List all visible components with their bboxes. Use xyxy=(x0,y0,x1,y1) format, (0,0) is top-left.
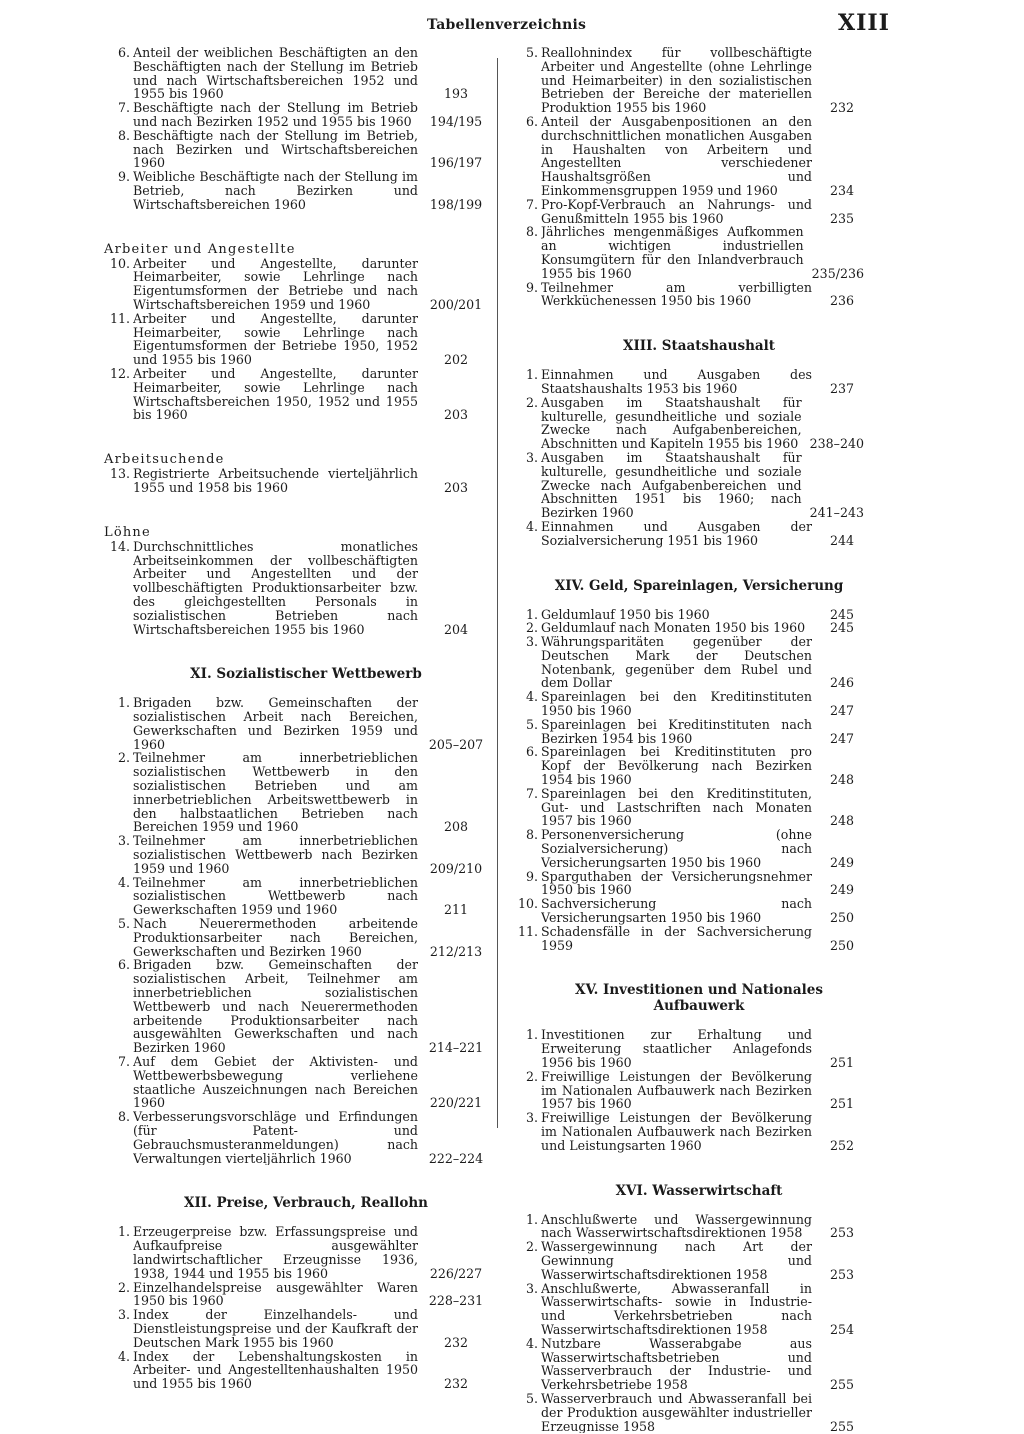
toc-entry-pages: 245 xyxy=(829,606,855,622)
toc-entry-number: 2. xyxy=(525,394,538,410)
toc-entry-number: 10. xyxy=(517,896,538,912)
toc-entry-pages: 203 xyxy=(443,479,469,495)
toc-entry-title: Teilnehmer am verbilligten Werkküchenessen 1950 bis 1960 xyxy=(541,280,812,309)
toc-entry-pages: 251 xyxy=(829,1096,855,1112)
toc-entry-title: Arbeiter und Angestellte, darunter Heimarbeiter, sowie Lehrlinge nach Eigentumsformen der Betriebe 1950, 1952 und 1955 bis 1960 xyxy=(133,311,418,367)
toc-entry xyxy=(104,1110,486,1165)
toc-entry-pages: 250 xyxy=(829,910,855,926)
toc-entry xyxy=(512,520,864,548)
toc-entry-number: 7. xyxy=(525,196,538,212)
toc-entry-pages: 254 xyxy=(829,1321,855,1337)
toc-entry-title: Arbeiter und Angestellte, darunter Heimarbeiter, sowie Lehrlinge nach Wirtschaftsbereichen 1950, 1952 und 1955 bis 1960 xyxy=(133,366,418,423)
toc-group xyxy=(104,1225,486,1391)
toc-entry-title: Einnahmen und Ausgaben des Staatshaushalts 1953 bis 1960 xyxy=(541,368,812,396)
toc-entry-pages: 236 xyxy=(829,293,855,309)
toc-entry-number: 2. xyxy=(525,1239,538,1255)
toc-entry xyxy=(104,917,486,958)
toc-entry-pages: 235/236 xyxy=(811,265,864,281)
toc-entry-number: 3. xyxy=(117,1307,130,1323)
toc-entry-number: 2. xyxy=(525,1068,538,1084)
toc-entry-number: 11. xyxy=(109,310,130,326)
toc-entry xyxy=(104,129,486,170)
toc-entry-pages: 244 xyxy=(829,532,855,548)
toc-entry xyxy=(512,1111,864,1152)
toc-entry-number: 6. xyxy=(117,957,130,973)
toc-entry-pages: 252 xyxy=(829,1137,855,1153)
toc-group xyxy=(104,540,486,637)
toc-entry-number: 10. xyxy=(109,255,130,271)
toc-entry xyxy=(512,787,864,828)
toc-entry xyxy=(512,1392,864,1433)
toc-entry xyxy=(512,115,864,198)
toc-entry-number: 5. xyxy=(117,916,130,932)
toc-entry-number: 7. xyxy=(117,100,130,116)
toc-entry-number: 6. xyxy=(525,744,538,760)
toc-entry-number: 11. xyxy=(517,923,538,939)
toc-entry xyxy=(512,621,864,635)
left-column xyxy=(104,46,486,1391)
toc-entry-title: Beschäftigte nach der Stellung im Betrieb und nach Bezirken 1952 und 1955 bis 1960 xyxy=(133,101,418,129)
toc-entry-title: Wasserverbrauch und Abwasseranfall bei der Produktion ausgewählter industrieller Erzeugnisse 1958 xyxy=(541,1391,812,1434)
toc-entry xyxy=(104,101,486,129)
toc-entry-pages: 255 xyxy=(829,1418,855,1434)
toc-entry-pages: 248 xyxy=(829,813,855,829)
toc-entry xyxy=(512,368,864,396)
section-heading-xvi: XVI. Wasserwirtschaft xyxy=(615,1182,783,1199)
toc-entry-title: Spareinlagen bei Kreditinstituten pro Kopf der Bevölkerung nach Bezirken 1954 bis 1960 xyxy=(541,745,812,787)
toc-entry-pages: 250 xyxy=(829,937,855,953)
toc-entry-title: Ausgaben im Staatshaushalt für kulturelle, gesundheitliche und soziale Zwecke nach Aufgabenbereichen und Abschnitten 1951 bis 1960; nach Bezirken 1960 xyxy=(541,450,802,520)
toc-entry-title: Verbesserungsvorschläge und Erfindungen (für Patent- und Gebrauchsmusteranmeldungen) nach Verwaltungen vierteljährlich 1960 xyxy=(133,1110,418,1166)
toc-entry-number: 1. xyxy=(117,695,130,711)
toc-entry xyxy=(512,225,864,280)
toc-entry-pages: 237 xyxy=(829,380,855,396)
toc-entry-number: 6. xyxy=(525,113,538,129)
toc-entry-number: 5. xyxy=(525,45,538,60)
toc-entry-pages: 241–243 xyxy=(809,505,864,521)
toc-entry-pages: 249 xyxy=(829,882,855,898)
toc-entry-pages: 253 xyxy=(829,1266,855,1282)
toc-entry-pages: 248 xyxy=(829,772,855,788)
toc-entry-pages: 251 xyxy=(829,1055,855,1071)
subsection-heading-arbeitsuchende: Arbeitsuchende xyxy=(104,452,225,468)
toc-entry-pages: 194/195 xyxy=(429,113,483,129)
toc-entry-pages: 255 xyxy=(829,1377,855,1393)
toc-entry-title: Freiwillige Leistungen der Bevölkerung im Nationalen Aufbauwerk nach Bezirken 1957 bis 1960 xyxy=(541,1069,812,1112)
toc-entry-title: Nach Neuerermethoden arbeitende Produktionsarbeiter nach Bereichen, Gewerkschaften und Bezirken 1960 xyxy=(133,917,418,959)
toc-entry-number: 1. xyxy=(525,367,538,383)
toc-entry-title: Spareinlagen bei Kreditinstituten nach Bezirken 1954 bis 1960 xyxy=(541,717,812,746)
toc-entry xyxy=(512,1337,864,1392)
toc-entry-pages: 253 xyxy=(829,1225,855,1241)
toc-entry xyxy=(104,1308,486,1349)
toc-entry xyxy=(512,635,864,690)
toc-entry xyxy=(104,46,486,101)
toc-entry xyxy=(104,312,486,367)
toc-entry-title: Arbeiter und Angestellte, darunter Heimarbeiter, sowie Lehrlinge nach Eigentumsformen der Betriebe und nach Wirtschaftsbereichen 1959 und 1960 xyxy=(133,256,418,312)
toc-entry-title: Freiwillige Leistungen der Bevölkerung im Nationalen Aufbauwerk nach Bezirken und Leistungsarten 1960 xyxy=(541,1111,812,1153)
toc-entry-number: 3. xyxy=(525,634,538,650)
toc-entry-title: Spareinlagen bei den Kreditinstituten 1950 bis 1960 xyxy=(541,690,812,718)
toc-entry-number: 3. xyxy=(525,1110,538,1126)
toc-entry-number: 5. xyxy=(525,1390,538,1406)
toc-entry-title: Reallohnindex für vollbeschäftigte Arbeiter und Angestellte (ohne Lehrlinge und Heimarbeiter) in den sozialistischen Betrieben der Bereiche der materiellen Produktion 1955 bis 1960 xyxy=(541,46,812,115)
toc-entry-title: Anschlußwerte und Wassergewinnung nach Wasserwirtschaftsdirektionen 1958 xyxy=(541,1212,812,1241)
toc-entry-title: Sparguthaben der Versicherungsnehmer 1950 bis 1960 xyxy=(541,869,812,898)
toc-entry-number: 4. xyxy=(117,1348,130,1364)
toc-entry-number: 8. xyxy=(117,1109,130,1125)
toc-group xyxy=(104,257,486,423)
toc-entry-pages: 222–224 xyxy=(428,1150,484,1166)
toc-entry-number: 8. xyxy=(117,127,130,143)
toc-entry-title: Beschäftigte nach der Stellung im Betrieb, nach Bezirken und Wirtschaftsbereichen 1960 xyxy=(133,128,418,171)
toc-entry-title: Investitionen zur Erhaltung und Erweiterung staatlicher Anlagefonds 1956 bis 1960 xyxy=(541,1028,812,1070)
toc-entry xyxy=(104,696,486,751)
toc-entry-number: 9. xyxy=(117,169,130,185)
toc-entry-title: Brigaden bzw. Gemeinschaften der sozialistischen Arbeit nach Bereichen, Gewerkschaften und Bezirken 1959 und 1960 xyxy=(133,696,418,752)
toc-entry xyxy=(512,608,864,622)
toc-entry-number: 7. xyxy=(525,785,538,801)
toc-entry-title: Erzeugerpreise bzw. Erfassungspreise und Aufkaufpreise ausgewählter landwirtschaftlicher Erzeugnisse 1936, 1938, 1944 und 1955 bis 1960 xyxy=(133,1225,418,1281)
toc-entry-pages: 249 xyxy=(829,854,855,870)
toc-entry-pages: 247 xyxy=(829,703,855,719)
toc-entry-title: Geldumlauf nach Monaten 1950 bis 1960 xyxy=(541,621,806,636)
toc-entry-title: Anschlußwerte, Abwasseranfall in Wasserwirtschafts- sowie in Industrie- und Verkehrsbetrieben nach Wasserwirtschaftsdirektionen 1958 xyxy=(541,1281,812,1337)
toc-entry-title: Währungsparitäten gegenüber der Deutschen Mark der Deutschen Notenbank, gegenüber dem Rubel und dem Dollar xyxy=(541,635,812,691)
toc-entry-pages: 232 xyxy=(829,100,855,116)
toc-entry-title: Personenversicherung (ohne Sozialversicherung) nach Versicherungsarten 1950 bis 1960 xyxy=(541,828,812,870)
toc-entry-title: Teilnehmer am innerbetrieblichen sozialistischen Wettbewerb nach Gewerkschaften 1959 und 1960 xyxy=(133,875,418,918)
toc-entry xyxy=(512,198,864,226)
toc-entry-pages: 247 xyxy=(829,730,855,746)
toc-entry xyxy=(104,876,486,917)
toc-entry xyxy=(512,925,864,953)
toc-entry xyxy=(104,467,486,495)
toc-entry-number: 1. xyxy=(525,1211,538,1227)
section-heading-xiv: XIV. Geld, Spareinlagen, Versicherung xyxy=(554,577,844,594)
toc-entry xyxy=(512,897,864,925)
toc-entry-number: 2. xyxy=(117,750,130,766)
toc-entry-number: 1. xyxy=(117,1224,130,1240)
toc-entry-number: 4. xyxy=(525,689,538,705)
section-heading-xii: XII. Preise, Verbrauch, Reallohn xyxy=(183,1195,428,1212)
toc-entry xyxy=(512,870,864,898)
column-divider xyxy=(497,58,498,1128)
toc-entry-pages: 208 xyxy=(443,819,469,835)
toc-entry xyxy=(104,1281,486,1309)
toc-entry-title: Schadensfälle in der Sachversicherung 1959 xyxy=(541,924,812,953)
toc-entry-pages: 214–221 xyxy=(428,1040,484,1056)
toc-group xyxy=(512,1028,864,1152)
toc-entry xyxy=(512,451,864,520)
section-heading-xv: XV. Investitionen und Nationales Aufbauwerk xyxy=(575,982,823,1015)
toc-entry-number: 3. xyxy=(525,1280,538,1296)
toc-entry-title: Auf dem Gebiet der Aktivisten- und Wettbewerbsbewegung verliehene staatliche Auszeichnungen nach Bereichen 1960 xyxy=(133,1055,418,1111)
toc-entry-title: Anteil der Ausgabenpositionen an den durchschnittlichen monatlichen Ausgaben in Haushalten von Arbeitern und Angestellten verschiedener Haushaltsgrößen und Einkommensgruppen 1959 und 1960 xyxy=(541,114,812,198)
toc-entry-pages: 232 xyxy=(443,1334,469,1350)
toc-entry-pages: 212/213 xyxy=(429,943,483,959)
toc-entry-title: Ausgaben im Staatshaushalt für kulturelle, gesundheitliche und soziale Zwecke nach Aufgabenbereichen, Abschnitten und Kapiteln 1955 bis 1960 xyxy=(541,395,802,451)
toc-entry-number: 8. xyxy=(525,224,538,240)
toc-entry-title: Jährliches mengenmäßiges Aufkommen an wichtigen industriellen Konsumgütern für den Inlandverbrauch 1955 bis 1960 xyxy=(541,225,804,281)
page-number: XIII xyxy=(838,10,890,36)
toc-entry-number: 7. xyxy=(117,1054,130,1070)
toc-entry-title: Index der Einzelhandels- und Dienstleistungspreise und der Kaufkraft der Deutschen Mark 1955 bis 1960 xyxy=(133,1308,418,1350)
toc-entry-number: 4. xyxy=(525,1335,538,1351)
toc-entry xyxy=(104,834,486,875)
toc-entry-title: Nutzbare Wasserabgabe aus Wasserwirtschaftsbetrieben und Wasserverbrauch der Industrie- und Verkehrsbetriebe 1958 xyxy=(541,1336,812,1392)
toc-entry-number: 13. xyxy=(109,466,130,482)
toc-entry-pages: 200/201 xyxy=(429,296,483,312)
toc-entry xyxy=(512,745,864,786)
toc-entry-pages: 196/197 xyxy=(429,155,483,171)
toc-entry xyxy=(512,828,864,869)
toc-entry-title: Einnahmen und Ausgaben der Sozialversicherung 1951 bis 1960 xyxy=(541,519,812,548)
toc-entry-pages: 245 xyxy=(829,620,855,636)
toc-entry-number: 8. xyxy=(525,827,538,843)
toc-entry xyxy=(512,1282,864,1337)
toc-entry-title: Brigaden bzw. Gemeinschaften der sozialistischen Arbeit, Teilnehmer am innerbetrieblichen sozialistischen Wettbewerb und nach Neuerermethoden arbeitende Produktionsarbeiter nach ausgewählten Gewerkschaften und nach Bezirken 1960 xyxy=(133,958,418,1056)
toc-entry xyxy=(104,1225,486,1280)
toc-group xyxy=(512,368,864,547)
toc-group xyxy=(104,46,486,212)
toc-entry xyxy=(104,367,486,422)
toc-entry xyxy=(104,170,486,211)
toc-entry xyxy=(104,958,486,1055)
toc-entry-pages: 205–207 xyxy=(428,736,484,752)
running-title: Tabellenverzeichnis xyxy=(427,17,587,33)
toc-entry-number: 1. xyxy=(525,606,538,622)
toc-entry-pages: 193 xyxy=(443,86,469,102)
toc-entry xyxy=(512,1240,864,1281)
toc-entry-number: 2. xyxy=(117,1279,130,1295)
toc-entry-title: Wassergewinnung nach Art der Gewinnung und Wasserwirtschaftsdirektionen 1958 xyxy=(541,1240,812,1282)
toc-entry xyxy=(512,1213,864,1241)
toc-entry-title: Teilnehmer am innerbetrieblichen sozialistischen Wettbewerb in den sozialistischen Betrieben und am innerbetrieblichen Arbeitswettbewerb in den halbstaatlichen Betrieben nach Bereichen 1959 und 1960 xyxy=(133,751,418,835)
toc-entry-number: 4. xyxy=(525,518,538,534)
toc-entry-title: Weibliche Beschäftigte nach der Stellung im Betrieb, nach Bezirken und Wirtschaftsbereichen 1960 xyxy=(133,170,418,212)
toc-entry xyxy=(104,257,486,312)
toc-entry-pages: 209/210 xyxy=(429,860,483,876)
toc-entry-title: Geldumlauf 1950 bis 1960 xyxy=(541,607,710,622)
toc-entry-number: 3. xyxy=(117,833,130,849)
toc-entry-title: Spareinlagen bei den Kreditinstituten, Gut- und Lastschriften nach Monaten 1957 bis 1960 xyxy=(541,786,812,829)
subsection-heading-arbeiter: Arbeiter und Angestellte xyxy=(104,241,296,257)
toc-entry-pages: 198/199 xyxy=(429,196,483,212)
toc-entry-pages: 226/227 xyxy=(429,1265,483,1281)
right-column xyxy=(512,46,864,1433)
toc-entry-title: Registrierte Arbeitsuchende vierteljährlich 1955 und 1958 bis 1960 xyxy=(133,467,418,495)
toc-entry xyxy=(104,751,486,834)
toc-entry-number: 4. xyxy=(117,874,130,890)
toc-entry xyxy=(104,1055,486,1110)
toc-entry-title: Anteil der weiblichen Beschäftigten an den Beschäftigten nach der Stellung im Betrieb und nach Wirtschaftsbereichen 1952 und 1955 bis 1960 xyxy=(133,46,418,102)
toc-entry-title: Teilnehmer am innerbetrieblichen sozialistischen Wettbewerb nach Bezirken 1959 und 1960 xyxy=(133,834,418,876)
section-heading-xiii: XIII. Staatshaushalt xyxy=(622,338,776,355)
section-heading-xi: XI. Sozialistischer Wettbewerb xyxy=(190,666,422,683)
toc-entry-number: 1. xyxy=(525,1027,538,1043)
toc-entry xyxy=(512,396,864,451)
toc-entry-pages: 204 xyxy=(443,621,469,637)
toc-group xyxy=(104,467,486,495)
toc-entry-number: 12. xyxy=(109,365,130,381)
toc-entry-pages: 202 xyxy=(443,352,469,368)
subsection-heading-loehne: Löhne xyxy=(104,524,151,540)
toc-entry xyxy=(512,281,864,309)
toc-entry-title: Durchschnittliches monatliches Arbeitseinkommen der vollbeschäftigten Arbeiter und Angestellten und der vollbeschäftigten Produktionsarbeiter bzw. des gleichgestellten Personals in sozialistischen Betrieben nach Wirtschaftsbereichen 1955 bis 1960 xyxy=(133,539,418,637)
toc-entry-pages: 228–231 xyxy=(428,1293,484,1309)
toc-entry-pages: 203 xyxy=(443,407,469,423)
toc-entry-title: Einzelhandelspreise ausgewählter Waren 1950 bis 1960 xyxy=(133,1280,418,1309)
toc-entry xyxy=(512,718,864,746)
toc-group xyxy=(512,608,864,953)
toc-entry-pages: 211 xyxy=(443,902,469,918)
toc-entry-number: 14. xyxy=(109,538,130,554)
toc-entry-title: Sachversicherung nach Versicherungsarten 1950 bis 1960 xyxy=(541,897,812,925)
toc-group xyxy=(512,1213,864,1434)
page-header xyxy=(0,10,1024,40)
toc-entry-number: 6. xyxy=(117,45,130,60)
toc-entry-pages: 234 xyxy=(829,182,855,198)
toc-entry xyxy=(512,690,864,718)
toc-entry-pages: 220/221 xyxy=(429,1095,483,1111)
toc-entry xyxy=(512,1028,864,1069)
toc-entry-title: Index der Lebenshaltungskosten in Arbeiter- und Angestelltenhaushalten 1950 und 1955 bis 1960 xyxy=(133,1349,418,1391)
toc-entry-number: 9. xyxy=(525,868,538,884)
toc-entry xyxy=(104,540,486,637)
toc-entry-number: 5. xyxy=(525,716,538,732)
toc-entry-pages: 238–240 xyxy=(809,436,864,452)
toc-entry-pages: 246 xyxy=(829,675,855,691)
toc-entry xyxy=(512,1070,864,1111)
toc-entry-number: 2. xyxy=(525,620,538,636)
toc-entry-number: 9. xyxy=(525,279,538,295)
toc-entry xyxy=(104,1350,486,1391)
toc-group xyxy=(104,696,486,1165)
toc-entry xyxy=(512,46,864,115)
toc-entry-pages: 235 xyxy=(829,210,855,226)
toc-entry-title: Pro-Kopf-Verbrauch an Nahrungs- und Genußmitteln 1955 bis 1960 xyxy=(541,197,812,226)
toc-entry-pages: 232 xyxy=(443,1376,469,1392)
toc-entry-number: 3. xyxy=(525,449,538,465)
toc-group xyxy=(512,46,864,308)
